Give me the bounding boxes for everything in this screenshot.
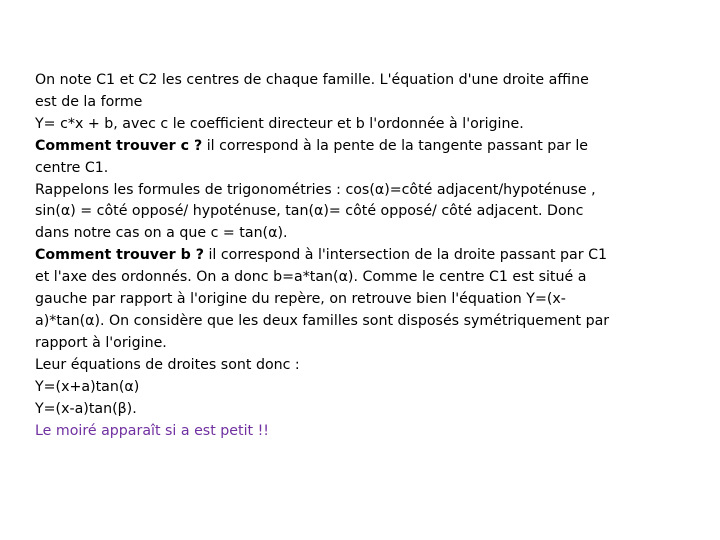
slide-text-block bbox=[35, 70, 645, 442]
text-line-14: Leur équations de droites sont donc : bbox=[35, 356, 300, 373]
text-line-4-rest: il correspond à la pente de la tangente passant par le bbox=[202, 137, 588, 154]
text-line-12: a)*tan(α). On considère que les deux familles sont disposés symétriquement par bbox=[35, 312, 610, 329]
text-line-2: est de la forme bbox=[35, 93, 143, 110]
heading-find-b: Comment trouver b ? bbox=[35, 247, 204, 264]
text-line-6: Rappelons les formules de trigonométries : cos(α)=côté adjacent/hypoténuse , bbox=[35, 181, 596, 198]
equation-line-2: Y=(x-a)tan(β). bbox=[35, 400, 137, 417]
moire-conclusion: Le moiré apparaît si a est petit !! bbox=[35, 422, 269, 439]
text-line-1: On note C1 et C2 les centres de chaque famille. L'équation d'une droite affine bbox=[35, 72, 589, 88]
text-line-13: rapport à l'origine. bbox=[35, 334, 167, 351]
text-line-11: gauche par rapport à l'origine du repère, on retrouve bien l'équation Y=(x- bbox=[35, 291, 566, 308]
text-line-7: sin(α) = côté opposé/ hypoténuse, tan(α)= côté opposé/ côté adjacent. Donc bbox=[35, 203, 584, 220]
text-line-5: centre C1. bbox=[35, 159, 109, 176]
text-line-9-rest: il correspond à l'intersection de la droite passant par C1 bbox=[203, 247, 608, 264]
equation-line-1: Y=(x+a)tan(α) bbox=[35, 378, 140, 395]
text-line-8: dans notre cas on a que c = tan(α). bbox=[35, 225, 288, 242]
heading-find-c: Comment trouver c ? bbox=[35, 137, 203, 154]
text-line-9 bbox=[35, 245, 645, 267]
text-line-10: et l'axe des ordonnés. On a donc b=a*tan(α). Comme le centre C1 est situé a bbox=[35, 269, 587, 286]
text-line-3: Y= c*x + b, avec c le coefficient directeur et b l'ordonnée à l'origine. bbox=[35, 115, 524, 132]
text-line-4 bbox=[35, 136, 645, 158]
